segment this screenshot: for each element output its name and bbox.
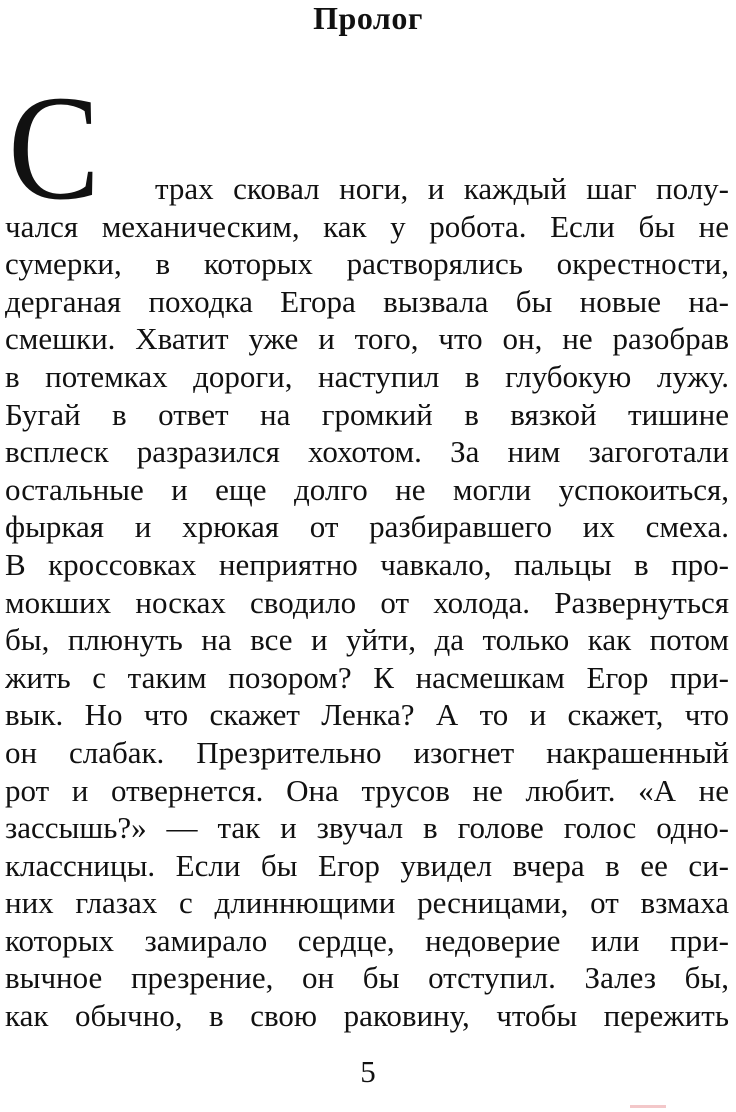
text-line: как обычно, в свою раковину, чтобы пережить xyxy=(5,998,729,1034)
text-line: которых замирало сердце, недоверие или при- xyxy=(5,922,729,958)
text-line: чался механическим, как у робота. Если бы не xyxy=(5,208,729,244)
text-line: в потемках дороги, наступил в глубокую лужу. xyxy=(5,358,729,394)
text-line: В кроссовках неприятно чавкало, пальцы в про- xyxy=(5,546,729,582)
text-line: рот и отвернется. Она трусов не любит. «А не xyxy=(5,772,729,808)
text-line: дерганая походка Егора вызвала бы новые на- xyxy=(5,283,729,319)
text-line: жить с таким позором? К насмешкам Егор при- xyxy=(5,659,729,695)
text-line: Бугай в ответ на громкий в вязкой тишине xyxy=(5,396,729,432)
text-line: фыркая и хрюкая от разбиравшего их смеха. xyxy=(5,509,729,545)
chapter-title: Пролог xyxy=(313,0,423,36)
text-line: сумерки, в которых растворялись окрестности, xyxy=(5,246,729,282)
text-line: бы, плюнуть на все и уйти, да только как потом xyxy=(5,622,729,658)
text-line: смешки. Хватит уже и того, что он, не разобрав xyxy=(5,321,729,357)
text-line: вычное презрение, он бы отступил. Залез бы, xyxy=(5,960,729,996)
text-line: вык. Но что скажет Ленка? А то и скажет, что xyxy=(5,697,729,733)
drop-cap-letter: С xyxy=(8,65,101,231)
text-line: зассышь?» — так и звучал в голове голос одно- xyxy=(5,810,729,846)
text-line: трах сковал ноги, и каждый шаг полу- xyxy=(155,171,729,206)
text-line: классницы. Если бы Егор увидел вчера в ее си- xyxy=(5,847,729,883)
text-line: них глазах с длиннющими ресницами, от взмаха xyxy=(5,885,729,921)
text-line: остальные и еще долго не могли успокоиться, xyxy=(5,471,729,507)
body-text xyxy=(5,170,729,1035)
text-line: он слабак. Презрительно изогнет накрашенный xyxy=(5,734,729,770)
page-number: 5 xyxy=(360,1054,376,1089)
scan-corner-mark xyxy=(630,1105,666,1108)
text-line: мокших носках сводило от холода. Развернуться xyxy=(5,584,729,620)
text-line: всплеск разразился хохотом. За ним загоготали xyxy=(5,434,729,470)
